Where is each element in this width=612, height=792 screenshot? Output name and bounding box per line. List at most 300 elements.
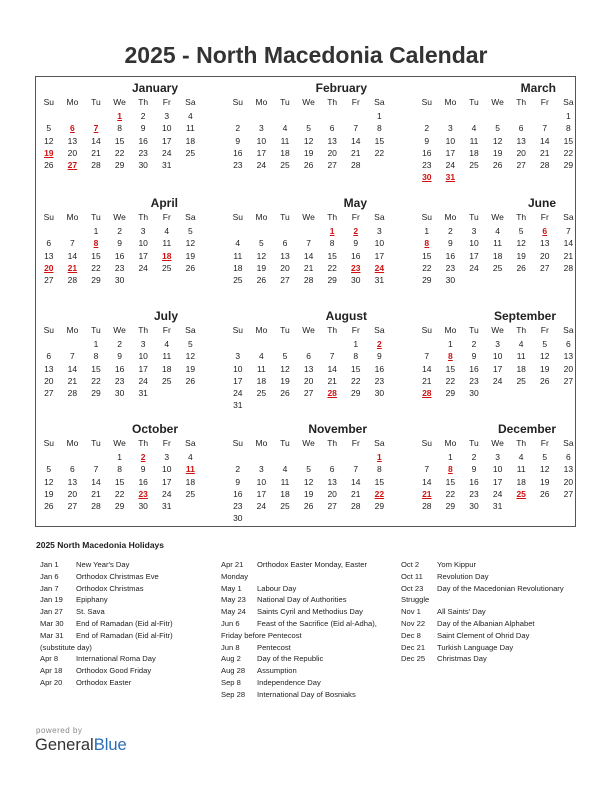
- holiday-day-cell[interactable]: 30: [422, 172, 432, 183]
- day-cell[interactable]: 21: [351, 488, 361, 499]
- day-cell[interactable]: 15: [351, 363, 361, 374]
- day-cell[interactable]: 26: [280, 387, 290, 398]
- day-cell[interactable]: 18: [256, 375, 267, 386]
- holiday-day-cell[interactable]: 19: [44, 147, 54, 158]
- holiday-day-cell[interactable]: 1: [117, 111, 122, 122]
- day-cell[interactable]: 20: [563, 476, 574, 487]
- day-cell[interactable]: 9: [471, 464, 477, 475]
- day-cell[interactable]: 9: [424, 135, 430, 146]
- day-cell[interactable]: 27: [67, 500, 78, 511]
- day-cell[interactable]: 21: [563, 250, 574, 261]
- holiday-day-cell[interactable]: 20: [44, 262, 54, 273]
- day-cell[interactable]: 29: [351, 387, 361, 398]
- day-cell[interactable]: 23: [138, 147, 148, 158]
- day-cell[interactable]: 24: [162, 147, 172, 158]
- day-cell[interactable]: 9: [448, 238, 453, 249]
- day-cell[interactable]: 27: [303, 387, 314, 398]
- day-cell[interactable]: 25: [256, 387, 267, 398]
- day-cell[interactable]: 28: [422, 500, 432, 511]
- day-cell[interactable]: 3: [495, 339, 500, 350]
- day-cell[interactable]: 7: [70, 351, 75, 362]
- day-cell[interactable]: 23: [233, 500, 243, 511]
- day-cell[interactable]: 20: [563, 363, 574, 374]
- day-cell[interactable]: 21: [303, 262, 314, 273]
- generalblue-logo[interactable]: [35, 736, 127, 755]
- day-cell[interactable]: 19: [540, 363, 550, 374]
- day-cell[interactable]: 24: [138, 375, 148, 386]
- day-cell[interactable]: 26: [540, 488, 550, 499]
- day-cell[interactable]: 10: [138, 351, 148, 362]
- day-cell[interactable]: 19: [303, 147, 314, 158]
- day-cell[interactable]: 4: [235, 238, 241, 249]
- day-cell[interactable]: 2: [140, 111, 146, 122]
- day-cell[interactable]: 11: [162, 351, 172, 362]
- day-cell[interactable]: 31: [374, 274, 385, 285]
- day-cell[interactable]: 30: [374, 387, 385, 398]
- day-cell[interactable]: 13: [540, 238, 550, 249]
- day-cell[interactable]: 17: [233, 375, 243, 386]
- day-cell[interactable]: 23: [233, 159, 243, 170]
- day-cell[interactable]: 28: [91, 159, 101, 170]
- holiday-day-cell[interactable]: 25: [516, 488, 526, 499]
- day-cell[interactable]: 16: [422, 147, 432, 158]
- day-cell[interactable]: 24: [445, 159, 456, 170]
- holiday-day-cell[interactable]: 24: [374, 262, 385, 273]
- day-cell[interactable]: 23: [374, 375, 385, 386]
- day-cell[interactable]: 29: [327, 274, 337, 285]
- day-cell[interactable]: 19: [303, 488, 314, 499]
- day-cell[interactable]: 6: [518, 123, 524, 134]
- day-cell[interactable]: 13: [327, 476, 337, 487]
- day-cell[interactable]: 3: [164, 111, 170, 122]
- day-cell[interactable]: 21: [351, 147, 361, 158]
- holiday-day-cell[interactable]: 21: [422, 488, 432, 499]
- day-cell[interactable]: 25: [162, 375, 172, 386]
- day-cell[interactable]: 15: [91, 250, 101, 261]
- day-cell[interactable]: 16: [138, 476, 148, 487]
- day-cell[interactable]: 14: [91, 135, 101, 146]
- day-cell[interactable]: 17: [374, 250, 385, 261]
- day-cell[interactable]: 22: [351, 375, 361, 386]
- holiday-day-cell[interactable]: 23: [351, 262, 361, 273]
- day-cell[interactable]: 17: [138, 363, 148, 374]
- day-cell[interactable]: 10: [162, 464, 172, 475]
- day-cell[interactable]: 10: [492, 351, 503, 362]
- day-cell[interactable]: 2: [448, 226, 453, 237]
- holiday-day-cell[interactable]: 8: [448, 351, 453, 362]
- day-cell[interactable]: 5: [542, 452, 548, 463]
- holiday-day-cell[interactable]: 1: [376, 452, 382, 463]
- day-cell[interactable]: 20: [67, 488, 78, 499]
- day-cell[interactable]: 5: [187, 226, 193, 237]
- day-cell[interactable]: 17: [256, 488, 267, 499]
- day-cell[interactable]: 29: [114, 159, 125, 170]
- day-cell[interactable]: 7: [565, 226, 571, 237]
- day-cell[interactable]: 2: [471, 339, 477, 350]
- day-cell[interactable]: 3: [471, 226, 477, 237]
- holiday-day-cell[interactable]: 28: [422, 387, 432, 398]
- day-cell[interactable]: 25: [185, 147, 196, 158]
- day-cell[interactable]: 14: [351, 476, 361, 487]
- day-cell[interactable]: 7: [306, 238, 311, 249]
- day-cell[interactable]: 22: [422, 262, 432, 273]
- day-cell[interactable]: 3: [164, 452, 170, 463]
- day-cell[interactable]: 20: [303, 375, 314, 386]
- day-cell[interactable]: 25: [233, 274, 243, 285]
- day-cell[interactable]: 4: [282, 464, 288, 475]
- day-cell[interactable]: 6: [282, 238, 288, 249]
- day-cell[interactable]: 28: [351, 159, 361, 170]
- day-cell[interactable]: 16: [114, 250, 125, 261]
- day-cell[interactable]: 30: [233, 513, 243, 524]
- day-cell[interactable]: 7: [353, 464, 359, 475]
- day-cell[interactable]: 5: [518, 226, 524, 237]
- day-cell[interactable]: 3: [259, 123, 264, 134]
- day-cell[interactable]: 8: [376, 123, 382, 134]
- day-cell[interactable]: 25: [492, 262, 503, 273]
- holiday-day-cell[interactable]: 23: [138, 488, 148, 499]
- day-cell[interactable]: 21: [422, 375, 432, 386]
- day-cell[interactable]: 5: [306, 464, 311, 475]
- day-cell[interactable]: 28: [67, 274, 78, 285]
- day-cell[interactable]: 24: [469, 262, 479, 273]
- day-cell[interactable]: 11: [280, 476, 290, 487]
- day-cell[interactable]: 31: [162, 159, 172, 170]
- holiday-day-cell[interactable]: 28: [327, 387, 337, 398]
- day-cell[interactable]: 10: [256, 135, 267, 146]
- day-cell[interactable]: 22: [445, 488, 456, 499]
- holiday-day-cell[interactable]: 31: [445, 172, 456, 183]
- day-cell[interactable]: 6: [46, 351, 52, 362]
- day-cell[interactable]: 15: [563, 135, 574, 146]
- day-cell[interactable]: 11: [280, 135, 290, 146]
- day-cell[interactable]: 16: [445, 250, 456, 261]
- day-cell[interactable]: 22: [327, 262, 337, 273]
- holiday-day-cell[interactable]: 11: [185, 464, 195, 475]
- day-cell[interactable]: 27: [280, 274, 290, 285]
- day-cell[interactable]: 23: [422, 159, 432, 170]
- day-cell[interactable]: 23: [445, 262, 456, 273]
- day-cell[interactable]: 25: [162, 262, 172, 273]
- day-cell[interactable]: 14: [67, 363, 78, 374]
- day-cell[interactable]: 19: [185, 250, 196, 261]
- day-cell[interactable]: 3: [495, 452, 500, 463]
- day-cell[interactable]: 11: [516, 464, 526, 475]
- day-cell[interactable]: 21: [91, 488, 101, 499]
- day-cell[interactable]: 4: [495, 226, 500, 237]
- day-cell[interactable]: 30: [138, 500, 148, 511]
- holiday-day-cell[interactable]: 6: [542, 226, 548, 237]
- day-cell[interactable]: 15: [114, 476, 125, 487]
- day-cell[interactable]: 19: [540, 476, 550, 487]
- day-cell[interactable]: 3: [235, 351, 241, 362]
- day-cell[interactable]: 24: [256, 500, 267, 511]
- day-cell[interactable]: 6: [329, 123, 335, 134]
- day-cell[interactable]: 8: [565, 123, 571, 134]
- day-cell[interactable]: 26: [44, 159, 54, 170]
- day-cell[interactable]: 12: [185, 351, 196, 362]
- day-cell[interactable]: 31: [138, 387, 148, 398]
- day-cell[interactable]: 17: [469, 250, 479, 261]
- day-cell[interactable]: 19: [516, 250, 526, 261]
- day-cell[interactable]: 12: [516, 238, 526, 249]
- day-cell[interactable]: 26: [516, 262, 526, 273]
- holiday-day-cell[interactable]: 21: [67, 262, 78, 273]
- day-cell[interactable]: 17: [445, 147, 456, 158]
- day-cell[interactable]: 26: [256, 274, 267, 285]
- day-cell[interactable]: 26: [303, 159, 314, 170]
- day-cell[interactable]: 4: [282, 123, 288, 134]
- day-cell[interactable]: 9: [235, 476, 241, 487]
- day-cell[interactable]: 12: [303, 476, 314, 487]
- day-cell[interactable]: 29: [374, 500, 385, 511]
- day-cell[interactable]: 16: [233, 488, 243, 499]
- day-cell[interactable]: 10: [374, 238, 385, 249]
- day-cell[interactable]: 15: [114, 135, 125, 146]
- day-cell[interactable]: 21: [67, 375, 78, 386]
- day-cell[interactable]: 12: [185, 238, 196, 249]
- day-cell[interactable]: 27: [327, 500, 337, 511]
- day-cell[interactable]: 7: [424, 351, 430, 362]
- day-cell[interactable]: 31: [233, 400, 243, 411]
- day-cell[interactable]: 13: [44, 250, 54, 261]
- day-cell[interactable]: 17: [162, 135, 172, 146]
- day-cell[interactable]: 24: [256, 159, 267, 170]
- day-cell[interactable]: 22: [445, 375, 456, 386]
- day-cell[interactable]: 9: [376, 351, 382, 362]
- day-cell[interactable]: 18: [492, 250, 503, 261]
- day-cell[interactable]: 20: [67, 147, 78, 158]
- day-cell[interactable]: 12: [44, 476, 54, 487]
- day-cell[interactable]: 14: [67, 250, 78, 261]
- holiday-day-cell[interactable]: 27: [67, 159, 78, 170]
- day-cell[interactable]: 10: [469, 238, 479, 249]
- day-cell[interactable]: 7: [353, 123, 359, 134]
- holiday-day-cell[interactable]: 8: [448, 464, 453, 475]
- day-cell[interactable]: 10: [492, 464, 503, 475]
- day-cell[interactable]: 14: [540, 135, 550, 146]
- day-cell[interactable]: 4: [164, 226, 170, 237]
- day-cell[interactable]: 26: [303, 500, 314, 511]
- day-cell[interactable]: 8: [353, 351, 359, 362]
- day-cell[interactable]: 7: [424, 464, 430, 475]
- holiday-day-cell[interactable]: 8: [93, 238, 99, 249]
- day-cell[interactable]: 3: [140, 226, 146, 237]
- day-cell[interactable]: 13: [563, 351, 574, 362]
- day-cell[interactable]: 28: [351, 500, 361, 511]
- day-cell[interactable]: 15: [91, 363, 101, 374]
- day-cell[interactable]: 23: [114, 375, 125, 386]
- day-cell[interactable]: 16: [469, 363, 479, 374]
- day-cell[interactable]: 22: [114, 488, 125, 499]
- day-cell[interactable]: 11: [256, 363, 266, 374]
- day-cell[interactable]: 9: [117, 351, 122, 362]
- day-cell[interactable]: 13: [516, 135, 526, 146]
- day-cell[interactable]: 20: [327, 488, 337, 499]
- day-cell[interactable]: 16: [114, 363, 125, 374]
- holiday-day-cell[interactable]: 6: [70, 123, 75, 134]
- day-cell[interactable]: 2: [235, 464, 241, 475]
- day-cell[interactable]: 19: [185, 363, 196, 374]
- day-cell[interactable]: 13: [280, 250, 290, 261]
- holiday-day-cell[interactable]: 2: [376, 339, 382, 350]
- day-cell[interactable]: 30: [114, 387, 125, 398]
- day-cell[interactable]: 3: [140, 339, 146, 350]
- day-cell[interactable]: 14: [351, 135, 361, 146]
- day-cell[interactable]: 6: [565, 339, 571, 350]
- day-cell[interactable]: 6: [70, 464, 75, 475]
- day-cell[interactable]: 5: [46, 464, 52, 475]
- day-cell[interactable]: 24: [162, 488, 172, 499]
- day-cell[interactable]: 16: [351, 250, 361, 261]
- day-cell[interactable]: 6: [306, 351, 311, 362]
- day-cell[interactable]: 5: [542, 339, 548, 350]
- day-cell[interactable]: 15: [327, 250, 337, 261]
- day-cell[interactable]: 7: [542, 123, 548, 134]
- day-cell[interactable]: 9: [117, 238, 122, 249]
- day-cell[interactable]: 14: [422, 363, 432, 374]
- day-cell[interactable]: 4: [518, 452, 524, 463]
- day-cell[interactable]: 21: [327, 375, 337, 386]
- day-cell[interactable]: 26: [185, 262, 196, 273]
- day-cell[interactable]: 28: [540, 159, 550, 170]
- day-cell[interactable]: 18: [516, 363, 526, 374]
- day-cell[interactable]: 1: [424, 226, 430, 237]
- day-cell[interactable]: 9: [140, 123, 146, 134]
- day-cell[interactable]: 18: [162, 363, 172, 374]
- day-cell[interactable]: 15: [445, 476, 456, 487]
- day-cell[interactable]: 28: [91, 500, 101, 511]
- day-cell[interactable]: 14: [327, 363, 337, 374]
- day-cell[interactable]: 1: [565, 111, 571, 122]
- day-cell[interactable]: 27: [563, 488, 574, 499]
- day-cell[interactable]: 15: [374, 476, 385, 487]
- day-cell[interactable]: 9: [140, 464, 146, 475]
- day-cell[interactable]: 3: [376, 226, 382, 237]
- day-cell[interactable]: 18: [185, 135, 196, 146]
- day-cell[interactable]: 4: [187, 111, 193, 122]
- day-cell[interactable]: 7: [93, 464, 99, 475]
- day-cell[interactable]: 23: [469, 375, 479, 386]
- day-cell[interactable]: 14: [303, 250, 314, 261]
- day-cell[interactable]: 22: [563, 147, 574, 158]
- day-cell[interactable]: 26: [540, 375, 550, 386]
- day-cell[interactable]: 18: [516, 476, 526, 487]
- day-cell[interactable]: 31: [162, 500, 172, 511]
- day-cell[interactable]: 1: [376, 111, 382, 122]
- day-cell[interactable]: 10: [162, 123, 172, 134]
- day-cell[interactable]: 13: [327, 135, 337, 146]
- day-cell[interactable]: 10: [445, 135, 456, 146]
- day-cell[interactable]: 15: [374, 135, 385, 146]
- day-cell[interactable]: 1: [117, 452, 122, 463]
- holiday-day-cell[interactable]: 7: [93, 123, 99, 134]
- day-cell[interactable]: 5: [259, 238, 264, 249]
- day-cell[interactable]: 20: [540, 250, 550, 261]
- day-cell[interactable]: 26: [44, 500, 54, 511]
- day-cell[interactable]: 31: [492, 500, 503, 511]
- day-cell[interactable]: 21: [540, 147, 550, 158]
- day-cell[interactable]: 18: [469, 147, 479, 158]
- day-cell[interactable]: 20: [516, 147, 526, 158]
- day-cell[interactable]: 4: [518, 339, 524, 350]
- day-cell[interactable]: 13: [563, 464, 574, 475]
- day-cell[interactable]: 23: [114, 262, 125, 273]
- day-cell[interactable]: 24: [233, 387, 243, 398]
- day-cell[interactable]: 25: [280, 159, 290, 170]
- day-cell[interactable]: 29: [445, 500, 456, 511]
- day-cell[interactable]: 1: [93, 226, 99, 237]
- day-cell[interactable]: 9: [235, 135, 241, 146]
- day-cell[interactable]: 14: [91, 476, 101, 487]
- day-cell[interactable]: 27: [540, 262, 550, 273]
- day-cell[interactable]: 5: [495, 123, 500, 134]
- day-cell[interactable]: 16: [469, 476, 479, 487]
- day-cell[interactable]: 2: [235, 123, 241, 134]
- day-cell[interactable]: 22: [91, 262, 101, 273]
- day-cell[interactable]: 18: [233, 262, 243, 273]
- day-cell[interactable]: 2: [424, 123, 430, 134]
- day-cell[interactable]: 17: [138, 250, 148, 261]
- day-cell[interactable]: 17: [492, 476, 503, 487]
- day-cell[interactable]: 5: [306, 123, 311, 134]
- day-cell[interactable]: 20: [280, 262, 290, 273]
- day-cell[interactable]: 12: [492, 135, 503, 146]
- day-cell[interactable]: 14: [563, 238, 574, 249]
- day-cell[interactable]: 27: [563, 375, 574, 386]
- day-cell[interactable]: 2: [471, 452, 477, 463]
- day-cell[interactable]: 17: [162, 476, 172, 487]
- day-cell[interactable]: 9: [353, 238, 359, 249]
- day-cell[interactable]: 13: [303, 363, 314, 374]
- day-cell[interactable]: 26: [492, 159, 503, 170]
- day-cell[interactable]: 4: [164, 339, 170, 350]
- day-cell[interactable]: 13: [67, 135, 78, 146]
- day-cell[interactable]: 11: [185, 123, 195, 134]
- day-cell[interactable]: 18: [280, 147, 290, 158]
- day-cell[interactable]: 27: [327, 159, 337, 170]
- day-cell[interactable]: 19: [280, 375, 290, 386]
- day-cell[interactable]: 19: [256, 262, 267, 273]
- day-cell[interactable]: 21: [91, 147, 101, 158]
- day-cell[interactable]: 1: [93, 339, 99, 350]
- day-cell[interactable]: 27: [516, 159, 526, 170]
- day-cell[interactable]: 4: [259, 351, 264, 362]
- day-cell[interactable]: 7: [329, 351, 335, 362]
- day-cell[interactable]: 12: [256, 250, 267, 261]
- day-cell[interactable]: 30: [469, 500, 479, 511]
- day-cell[interactable]: 29: [422, 274, 432, 285]
- day-cell[interactable]: 16: [138, 135, 148, 146]
- day-cell[interactable]: 8: [93, 351, 99, 362]
- day-cell[interactable]: 29: [563, 159, 574, 170]
- day-cell[interactable]: 16: [233, 147, 243, 158]
- holiday-day-cell[interactable]: 2: [140, 452, 146, 463]
- day-cell[interactable]: 30: [138, 159, 148, 170]
- day-cell[interactable]: 8: [376, 464, 382, 475]
- day-cell[interactable]: 22: [91, 375, 101, 386]
- day-cell[interactable]: 12: [280, 363, 290, 374]
- day-cell[interactable]: 30: [114, 274, 125, 285]
- day-cell[interactable]: 28: [303, 274, 314, 285]
- day-cell[interactable]: 11: [493, 238, 502, 249]
- day-cell[interactable]: 17: [256, 147, 267, 158]
- day-cell[interactable]: 5: [46, 123, 52, 134]
- day-cell[interactable]: 8: [117, 464, 122, 475]
- day-cell[interactable]: 29: [91, 387, 101, 398]
- holiday-day-cell[interactable]: 22: [374, 488, 385, 499]
- day-cell[interactable]: 10: [256, 476, 267, 487]
